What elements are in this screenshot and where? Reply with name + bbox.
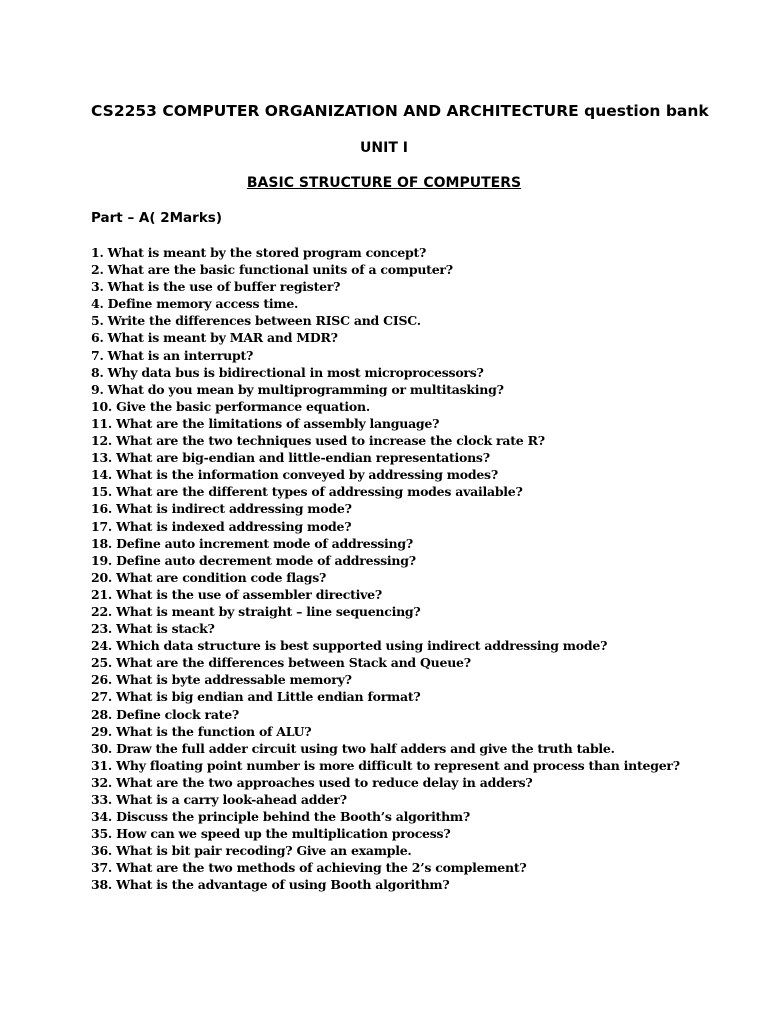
question-item: 24. Which data structure is best supported using indirect addressing mode?: [91, 638, 608, 654]
question-item: 14. What is the information conveyed by addressing modes?: [91, 467, 498, 483]
question-item: 30. Draw the full adder circuit using two half adders and give the truth table.: [91, 740, 615, 756]
question-item: 31. Why floating point number is more difficult to represent and process than integer?: [91, 757, 680, 773]
question-item: 28. Define clock rate?: [91, 706, 239, 722]
question-item: 18. Define auto increment mode of addressing?: [91, 535, 413, 551]
question-item: 9. What do you mean by multiprogramming or multitasking?: [91, 381, 504, 397]
question-item: 17. What is indexed addressing mode?: [91, 518, 352, 534]
question-item: 22. What is meant by straight – line sequencing?: [91, 603, 421, 619]
question-item: 34. Discuss the principle behind the Booth’s algorithm?: [91, 809, 470, 825]
question-item: 13. What are big-endian and little-endian representations?: [91, 450, 490, 466]
question-item: 21. What is the use of assembler directive?: [91, 586, 382, 602]
question-item: 8. Why data bus is bidirectional in most microprocessors?: [91, 364, 484, 380]
question-item: 38. What is the advantage of using Booth algorithm?: [91, 877, 450, 893]
question-item: 19. Define auto decrement mode of addressing?: [91, 552, 416, 568]
question-item: 37. What are the two methods of achieving the 2’s complement?: [91, 860, 527, 876]
question-item: 1. What is meant by the stored program concept?: [91, 245, 427, 260]
question-item: 11. What are the limitations of assembly language?: [91, 415, 440, 431]
question-item: 20. What are condition code flags?: [91, 569, 327, 585]
question-item: 16. What is indirect addressing mode?: [91, 501, 352, 517]
question-item: 23. What is stack?: [91, 621, 215, 637]
question-item: 36. What is bit pair recoding? Give an example.: [91, 843, 412, 859]
question-item: 2. What are the basic functional units of a computer?: [91, 262, 453, 278]
question-item: 12. What are the two techniques used to increase the clock rate R?: [91, 433, 545, 449]
unit-title-text: BASIC STRUCTURE OF COMPUTERS: [246, 175, 522, 191]
question-item: 7. What is an interrupt?: [91, 347, 254, 363]
question-item: 15. What are the different types of addressing modes available?: [91, 484, 523, 500]
question-item: 5. Write the differences between RISC and CISC.: [91, 313, 421, 329]
unit-heading: UNIT I: [360, 140, 408, 156]
question-item: 29. What is the function of ALU?: [91, 723, 312, 739]
question-item: 25. What are the differences between Stack and Queue?: [91, 655, 471, 671]
question-item: 27. What is big endian and Little endian format?: [91, 689, 421, 705]
question-item: 35. How can we speed up the multiplication process?: [91, 826, 451, 842]
unit-title: [0, 173, 768, 193]
question-item: 4. Define memory access time.: [91, 296, 299, 312]
document-title: CS2253 COMPUTER ORGANIZATION AND ARCHITECTURE question bank: [91, 102, 709, 120]
question-item: 33. What is a carry look-ahead adder?: [91, 792, 347, 807]
part-heading: Part – A( 2Marks): [91, 210, 222, 226]
question-item: 32. What are the two approaches used to reduce delay in adders?: [91, 774, 533, 790]
question-item: 10. Give the basic performance equation.: [91, 398, 370, 414]
question-item: 26. What is byte addressable memory?: [91, 672, 352, 688]
question-list: [91, 244, 751, 894]
question-item: 3. What is the use of buffer register?: [91, 279, 341, 295]
question-item: 6. What is meant by MAR and MDR?: [91, 330, 338, 346]
